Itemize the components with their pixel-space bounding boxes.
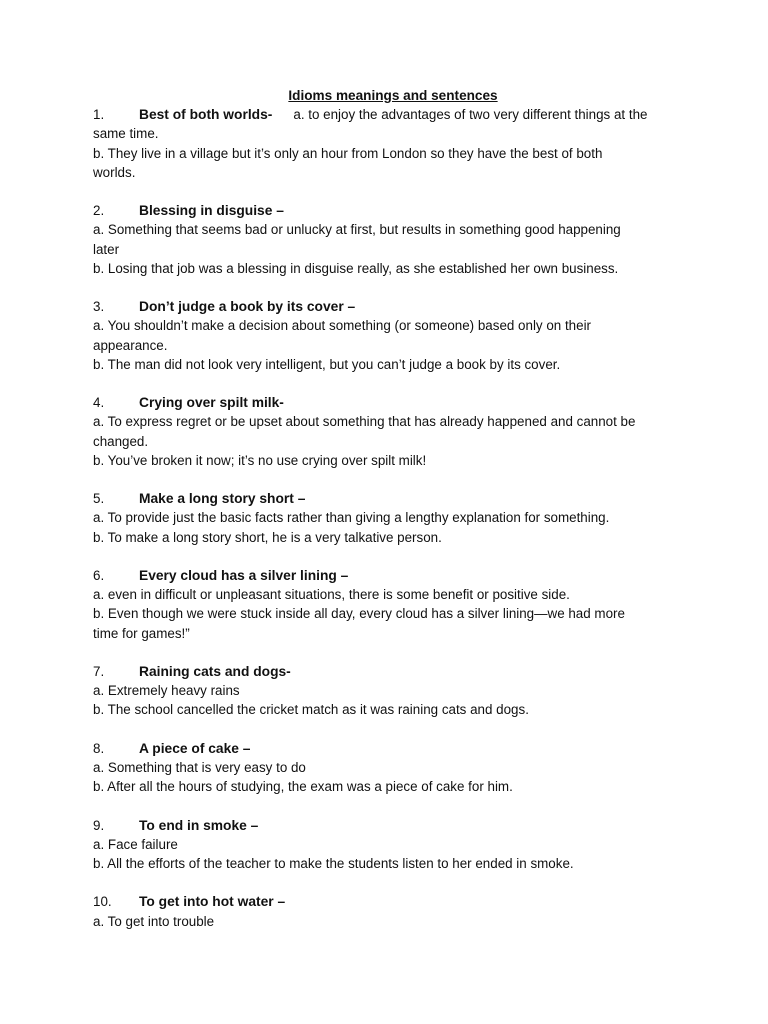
item-number: 4. [93,395,105,411]
idiom-text-line: appearance. [93,337,168,353]
idiom-text-line: a. even in difficult or unpleasant situations, there is some benefit or positive side. [93,587,570,603]
idiom-text-line: a. To express regret or be upset about something that has already happened and cannot be [93,414,636,430]
idiom-phrase: Make a long story short – [139,491,306,507]
idiom-text-line: a. Face failure [93,836,178,852]
idiom-phrase: To get into hot water – [139,894,286,910]
idiom-heading [93,892,683,911]
idiom-item [93,662,683,720]
idiom-item [93,105,683,182]
document-title: Idioms meanings and sentences [288,88,498,103]
idiom-item [93,393,683,470]
idiom-phrase: Blessing in disguise – [139,203,284,219]
idiom-phrase: To end in smoke – [139,817,259,833]
idiom-meaning-inline: a. to enjoy the advantages of two very different things at the [293,107,648,123]
idiom-heading [93,739,683,758]
idiom-text-line: later [93,241,120,257]
idiom-list [93,105,683,931]
idiom-heading [93,297,683,316]
idiom-text-line: a. To get into trouble [93,913,215,929]
idiom-text-line: b. After all the hours of studying, the exam was a piece of cake for him. [93,779,513,795]
idiom-phrase: Raining cats and dogs- [139,664,291,679]
idiom-phrase: A piece of cake – [139,740,251,756]
idiom-text-line: b. To make a long story short, he is a very talkative person. [93,529,442,545]
idiom-text-line: time for games!” [93,625,190,641]
item-number: 6. [93,568,105,583]
idiom-text-line: b. You’ve broken it now; it’s no use crying over spilt milk! [93,452,427,468]
idiom-text-line: a. To provide just the basic facts rather than giving a lengthy explanation for something. [93,510,610,526]
idiom-phrase: Don’t judge a book by its cover – [139,299,356,315]
idiom-text-line: b. All the efforts of the teacher to make the students listen to her ended in smoke. [93,856,574,871]
idiom-text-line: b. They live in a village but it’s only an hour from London so they have the best of both [93,145,603,161]
idiom-text-line: b. The school cancelled the cricket match as it was raining cats and dogs. [93,702,529,718]
idiom-phrase: Crying over spilt milk- [139,395,284,411]
idiom-heading [93,662,683,681]
idiom-item [93,892,683,930]
item-number: 3. [93,299,105,315]
idiom-item [93,489,683,547]
idiom-item [93,739,683,797]
idiom-text-line: same time. [93,126,159,142]
idiom-text-line: a. Something that seems bad or unlucky at first, but results in something good happening [93,222,621,238]
item-number: 5. [93,491,105,507]
idiom-text-line: changed. [93,433,149,449]
item-number: 2. [93,203,105,219]
item-number: 10. [93,894,112,910]
idiom-heading [93,816,683,835]
idiom-heading [93,201,683,220]
idiom-text-line: b. The man did not look very intelligent, but you can’t judge a book by its cover. [93,356,561,372]
item-number: 1. [93,107,105,123]
idiom-phrase: Every cloud has a silver lining – [139,568,349,583]
idiom-phrase: Best of both worlds- [139,107,273,123]
idiom-item [93,566,683,643]
idiom-item [93,297,683,374]
idiom-text-line: a. Extremely heavy rains [93,683,240,699]
item-number: 8. [93,740,105,756]
document-page [93,86,683,931]
idiom-text-line: worlds. [93,164,136,180]
idiom-text-line: b. Even though we were stuck inside all day, every cloud has a silver lining—we had more [93,606,625,622]
idiom-text-line: b. Losing that job was a blessing in disguise really, as she established her own business. [93,260,619,276]
idiom-item [93,201,683,278]
item-number: 7. [93,664,105,679]
idiom-item [93,816,683,874]
idiom-heading [93,393,683,412]
idiom-text-line: a. Something that is very easy to do [93,760,306,775]
item-number: 9. [93,817,105,833]
idiom-heading [93,105,683,124]
idiom-heading [93,489,683,508]
idiom-text-line: a. You shouldn’t make a decision about something (or someone) based only on their [93,318,592,334]
idiom-heading [93,566,683,585]
